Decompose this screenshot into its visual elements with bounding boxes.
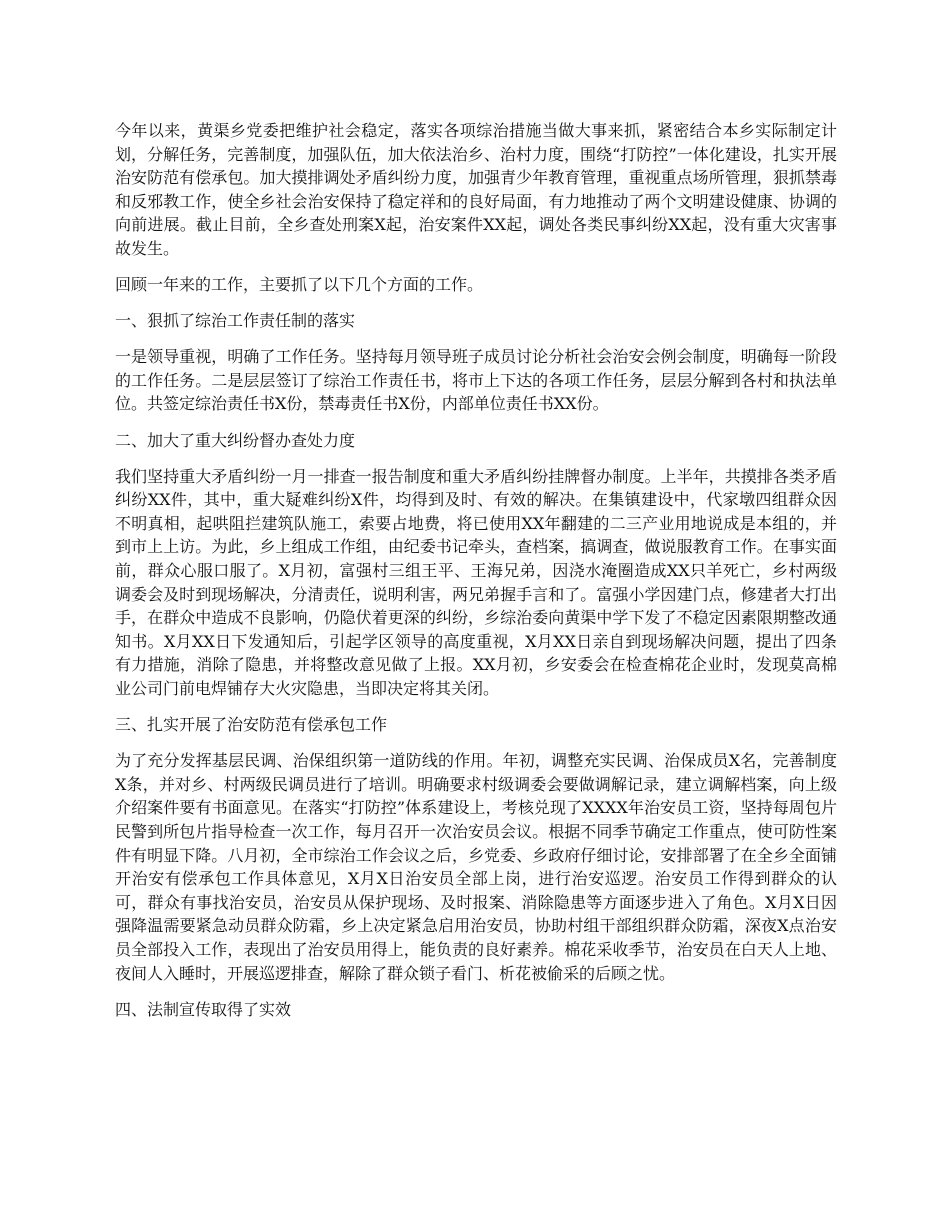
section-heading-4: 四、法制宣传取得了实效 [115, 999, 292, 1019]
document-body [115, 119, 837, 1034]
intro-paragraph: 今年以来，黄渠乡党委把维护社会稳定，落实各项综治措施当做大事来抓，紧密结合本乡实际制定计划，分解任务，完善制度，加强队伍，加大依法治乡、治村力度，围绕“打防控”一体化建设，扎实开展治安防范有偿承包。加大摸排调处矛盾纠纷力度，加强青少年教育管理，重视重点场所管理，狠抓禁毒和反邪教工作，使全乡社会治安保持了稳定祥和的良好局面，有力地推动了两个文明建设健康、协调的向前进展。截止目前，全乡查处刑案X起，治安案件XX起，调处各类民事纠纷XX起，没有重大灾害事故发生。 [115, 121, 837, 258]
section-heading-2: 二、加大了重大纠纷督办查处力度 [115, 430, 356, 450]
section-heading-3: 三、扎实开展了治安防范有偿承包工作 [115, 715, 388, 735]
section-heading-1: 一、狠抓了综治工作责任制的落实 [115, 311, 356, 331]
section-2-paragraph: 我们坚持重大矛盾纠纷一月一排查一报告制度和重大矛盾纠纷挂牌督办制度。上半年，共摸排各类矛盾纠纷XX件，其中，重大疑难纠纷X件，均得到及时、有效的解决。在集镇建设中，代家墩四组群众因不明真相，起哄阻拦建筑队施工，索要占地费，将已使用XX年翻建的二三产业用地说成是本组的，并到市上上访。为此，乡上组成工作组，由纪委书记牵头，查档案，搞调查，做说服教育工作。在事实面前，群众心服口服了。X月初，富强村三组王平、王海兄弟，因浇水淹圈造成XX只羊死亡，乡村两级调委会及时到现场解决，分清责任，说明利害，两兄弟握手言和了。富强小学因建门点，修建者大打出手，在群众中造成不良影响，仍隐伏着更深的纠纷，乡综治委向黄渠中学下发了不稳定因素限期整改通知书。X月XX日下发通知后，引起学区领导的高度重视，X月XX日亲自到现场解决问题，提出了四条有力措施，消除了隐患，并将整改意见做了上报。XX月初，乡安委会在检查棉花企业时，发现莫高棉业公司门前电焊铺存大火灾隐患，当即决定将其关闭。 [115, 466, 837, 698]
section-3-paragraph: 为了充分发挥基层民调、治保组织第一道防线的作用。年初，调整充实民调、治保成员X名，完善制度X条，并对乡、村两级民调员进行了培训。明确要求村级调委会要做调解记录，建立调解档案，向上级介绍案件要有书面意见。在落实“打防控”体系建设上，考核兑现了XXXX年治安员工资，坚持每周包片民警到所包片指导检查一次工作，每月召开一次治安员会议。根据不同季节确定工作重点，使可防性案件有明显下降。八月初，全市综治工作会议之后，乡党委、乡政府仔细讨论，安排部署了在全乡全面铺开治安有偿承包工作具体意见，X月X日治安员全部上岗，进行治安巡逻。治安员工作得到群众的认可，群众有事找治安员，治安员从保护现场、及时报案、消除隐患等方面逐步进入了角色。X月X日因强降温需要紧急动员群众防霜，乡上决定紧急启用治安员，协助村组干部组织群众防霜，深夜X点治安员全部投入工作，表现出了治安员用得上，能负责的良好素养。棉花采收季节，治安员在白天人上地、夜间人入睡时，开展巡逻排查，解除了群众锁子看门、析花被偷采的后顾之忧。 [115, 751, 837, 983]
section-1-paragraph: 一是领导重视，明确了工作任务。坚持每月领导班子成员讨论分析社会治安会例会制度，明确每一阶段的工作任务。二是层层签订了综治工作责任书，将市上下达的各项工作任务，层层分解到各村和执法单位。共签定综治责任书X份，禁毒责任书X份，内部单位责任书XX份。 [115, 347, 837, 414]
review-paragraph: 回顾一年来的工作，主要抓了以下几个方面的工作。 [115, 275, 484, 295]
